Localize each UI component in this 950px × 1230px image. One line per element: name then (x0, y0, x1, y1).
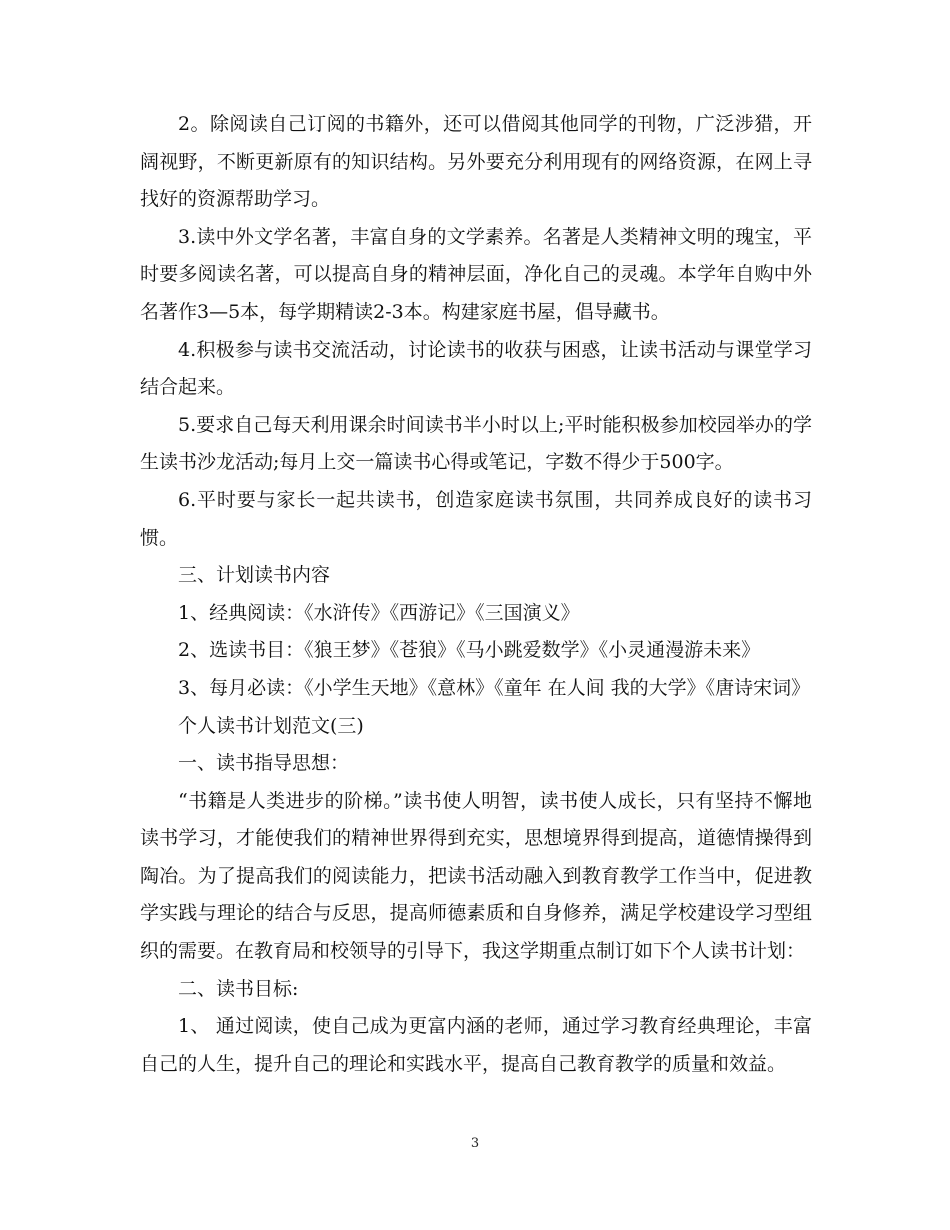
paragraph: 3.读中外文学名著，丰富自身的文学素养。名著是人类精神文明的瑰宝，平时要多阅读名著，可以提高自身的精神层面，净化自己的灵魂。本学年自购中外名著作3—5本，每学期精读2-3本。构建家庭书屋，倡导藏书。 (140, 225, 812, 323)
document-body (140, 106, 812, 1083)
section-heading: 一、读书指导思想： (178, 752, 350, 775)
document-subtitle: 个人读书计划范文(三) (178, 714, 364, 737)
page-number: 3 (470, 1136, 480, 1151)
section-heading: 三、计划读书内容 (178, 564, 331, 587)
paragraph: 6.平时要与家长一起共读书，创造家庭读书氛围，共同养成良好的读书习惯。 (140, 488, 812, 549)
list-item: 1、经典阅读：《水浒传》《西游记》《三国演义》 (178, 601, 580, 624)
paragraph: 4.积极参与读书交流活动，讨论读书的收获与困惑，让读书活动与课堂学习结合起来。 (140, 338, 812, 399)
paragraph: “书籍是人类进步的阶梯。”读书使人明智，读书使人成长，只有坚持不懈地读书学习，才能使我们的精神世界得到充实，思想境界得到提高，道德情操得到陶冶。为了提高我们的阅读能力，把读书活动融入到教育教学工作当中，促进教学实践与理论的结合与反思，提高师德素质和自身修养，满足学校建设学习型组织的需要。在教育局和校领导的引导下，我这学期重点制订如下个人读书计划： (140, 789, 812, 963)
paragraph: 5.要求自己每天利用课余时间读书半小时以上;平时能积极参加校园举办的学生读书沙龙活动;每月上交一篇读书心得或笔记，字数不得少于500字。 (140, 413, 812, 474)
list-item: 3、每月必读：《小学生天地》《意林》《童年 在人间 我的大学》《唐诗宋词》 (178, 676, 811, 699)
list-item: 2、选读书目：《狼王梦》《苍狼》《马小跳爱数学》《小灵通漫游未来》 (178, 639, 761, 662)
paragraph: 1、 通过阅读，使自己成为更富内涵的老师，通过学习教育经典理论，丰富自己的人生，提升自己的理论和实践水平，提高自己教育教学的质量和效益。 (140, 1015, 812, 1075)
section-heading: 二、读书目标: (178, 977, 299, 1000)
paragraph: 2。除阅读自己订阅的书籍外，还可以借阅其他同学的刊物，广泛涉猎，开阔视野，不断更新原有的知识结构。另外要充分利用现有的网络资源，在网上寻找好的资源帮助学习。 (140, 113, 812, 211)
